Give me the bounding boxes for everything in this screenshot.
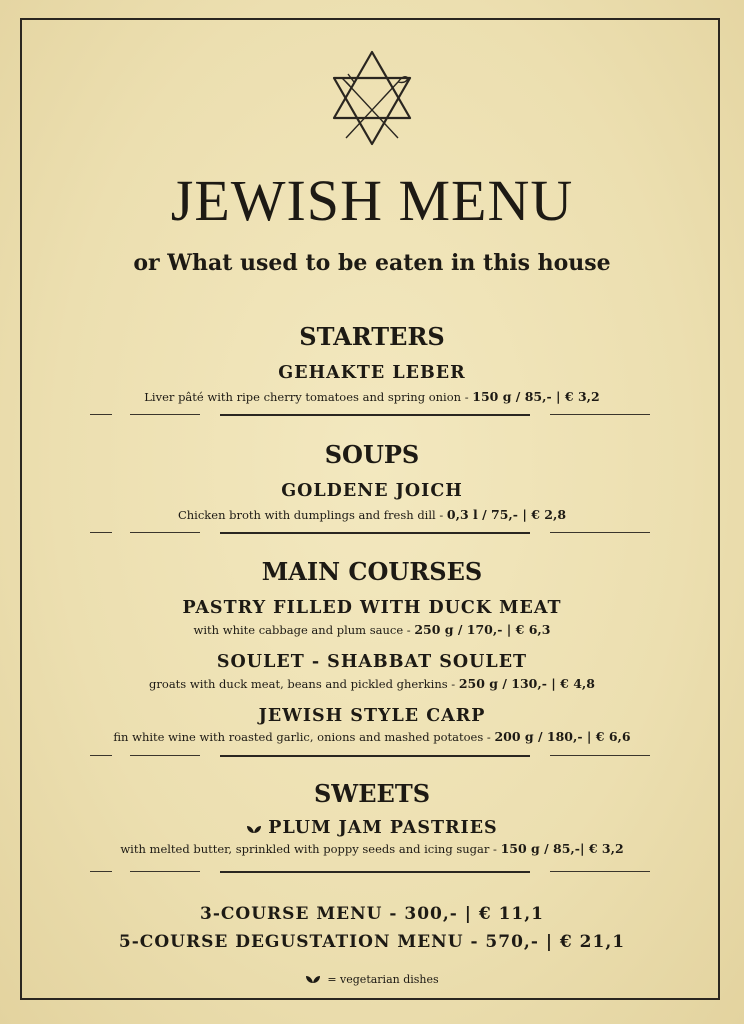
dish-description: with white cabbage and plum sauce - 250 g / 170,- | € 6,3 <box>193 622 551 637</box>
vegetarian-legend: = vegetarian dishes <box>0 972 744 988</box>
dish-description: with melted butter, sprinkled with poppy seeds and icing sugar - 150 g / 85,-| € 3,2 <box>120 841 624 856</box>
section-divider <box>90 753 654 759</box>
leaf-icon <box>305 973 321 984</box>
dish-description: Chicken broth with dumplings and fresh dill - 0,3 l / 75,- | € 2,8 <box>177 507 567 522</box>
dish-price: 250 g / 170,- | € 6,3 <box>414 622 551 637</box>
star-of-david-fork-knife-icon <box>326 46 418 150</box>
section-title-starters: STARTERS <box>299 322 445 351</box>
dish-name: SOULET - SHABBAT SOULET <box>216 652 528 672</box>
three-course-menu-price: 3-COURSE MENU - 300,- | € 11,1 <box>200 904 544 924</box>
dish-description: Liver pâté with ripe cherry tomatoes and spring onion - 150 g / 85,- | € 3,2 <box>144 389 600 404</box>
menu-subtitle: or What used to be eaten in this house <box>133 250 611 276</box>
dish-price: 150 g / 85,-| € 3,2 <box>500 841 624 856</box>
menu-title: JEWISH MENU <box>170 168 574 233</box>
dish-price: 250 g / 130,- | € 4,8 <box>458 676 595 691</box>
dish-name: GEHAKTE LEBER <box>278 363 466 383</box>
dish-name: JEWISH STYLE CARP <box>258 706 486 726</box>
dish-name: PASTRY FILLED WITH DUCK MEAT <box>182 598 562 618</box>
section-title-main-courses: MAIN COURSES <box>261 557 483 586</box>
section-divider <box>90 530 654 536</box>
section-title-soups: SOUPS <box>324 440 420 469</box>
leaf-icon <box>246 823 262 834</box>
dish-price: 0,3 l / 75,- | € 2,8 <box>446 507 567 522</box>
dish-price: 150 g / 85,- | € 3,2 <box>472 389 600 404</box>
five-course-menu-price: 5-COURSE DEGUSTATION MENU - 570,- | € 21,1 <box>118 932 626 952</box>
dish-name-vegetarian: PLUM JAM PASTRIES <box>0 816 744 840</box>
dish-description: fin white wine with roasted garlic, onions and mashed potatoes - 200 g / 180,- | € 6,6 <box>113 729 631 744</box>
section-title-sweets: SWEETS <box>313 779 431 808</box>
dish-price: 200 g / 180,- | € 6,6 <box>494 729 631 744</box>
dish-name: GOLDENE JOICH <box>281 481 463 501</box>
section-divider <box>90 869 654 875</box>
dish-description: groats with duck meat, beans and pickled gherkins - 250 g / 130,- | € 4,8 <box>149 676 595 691</box>
section-divider <box>90 412 654 418</box>
